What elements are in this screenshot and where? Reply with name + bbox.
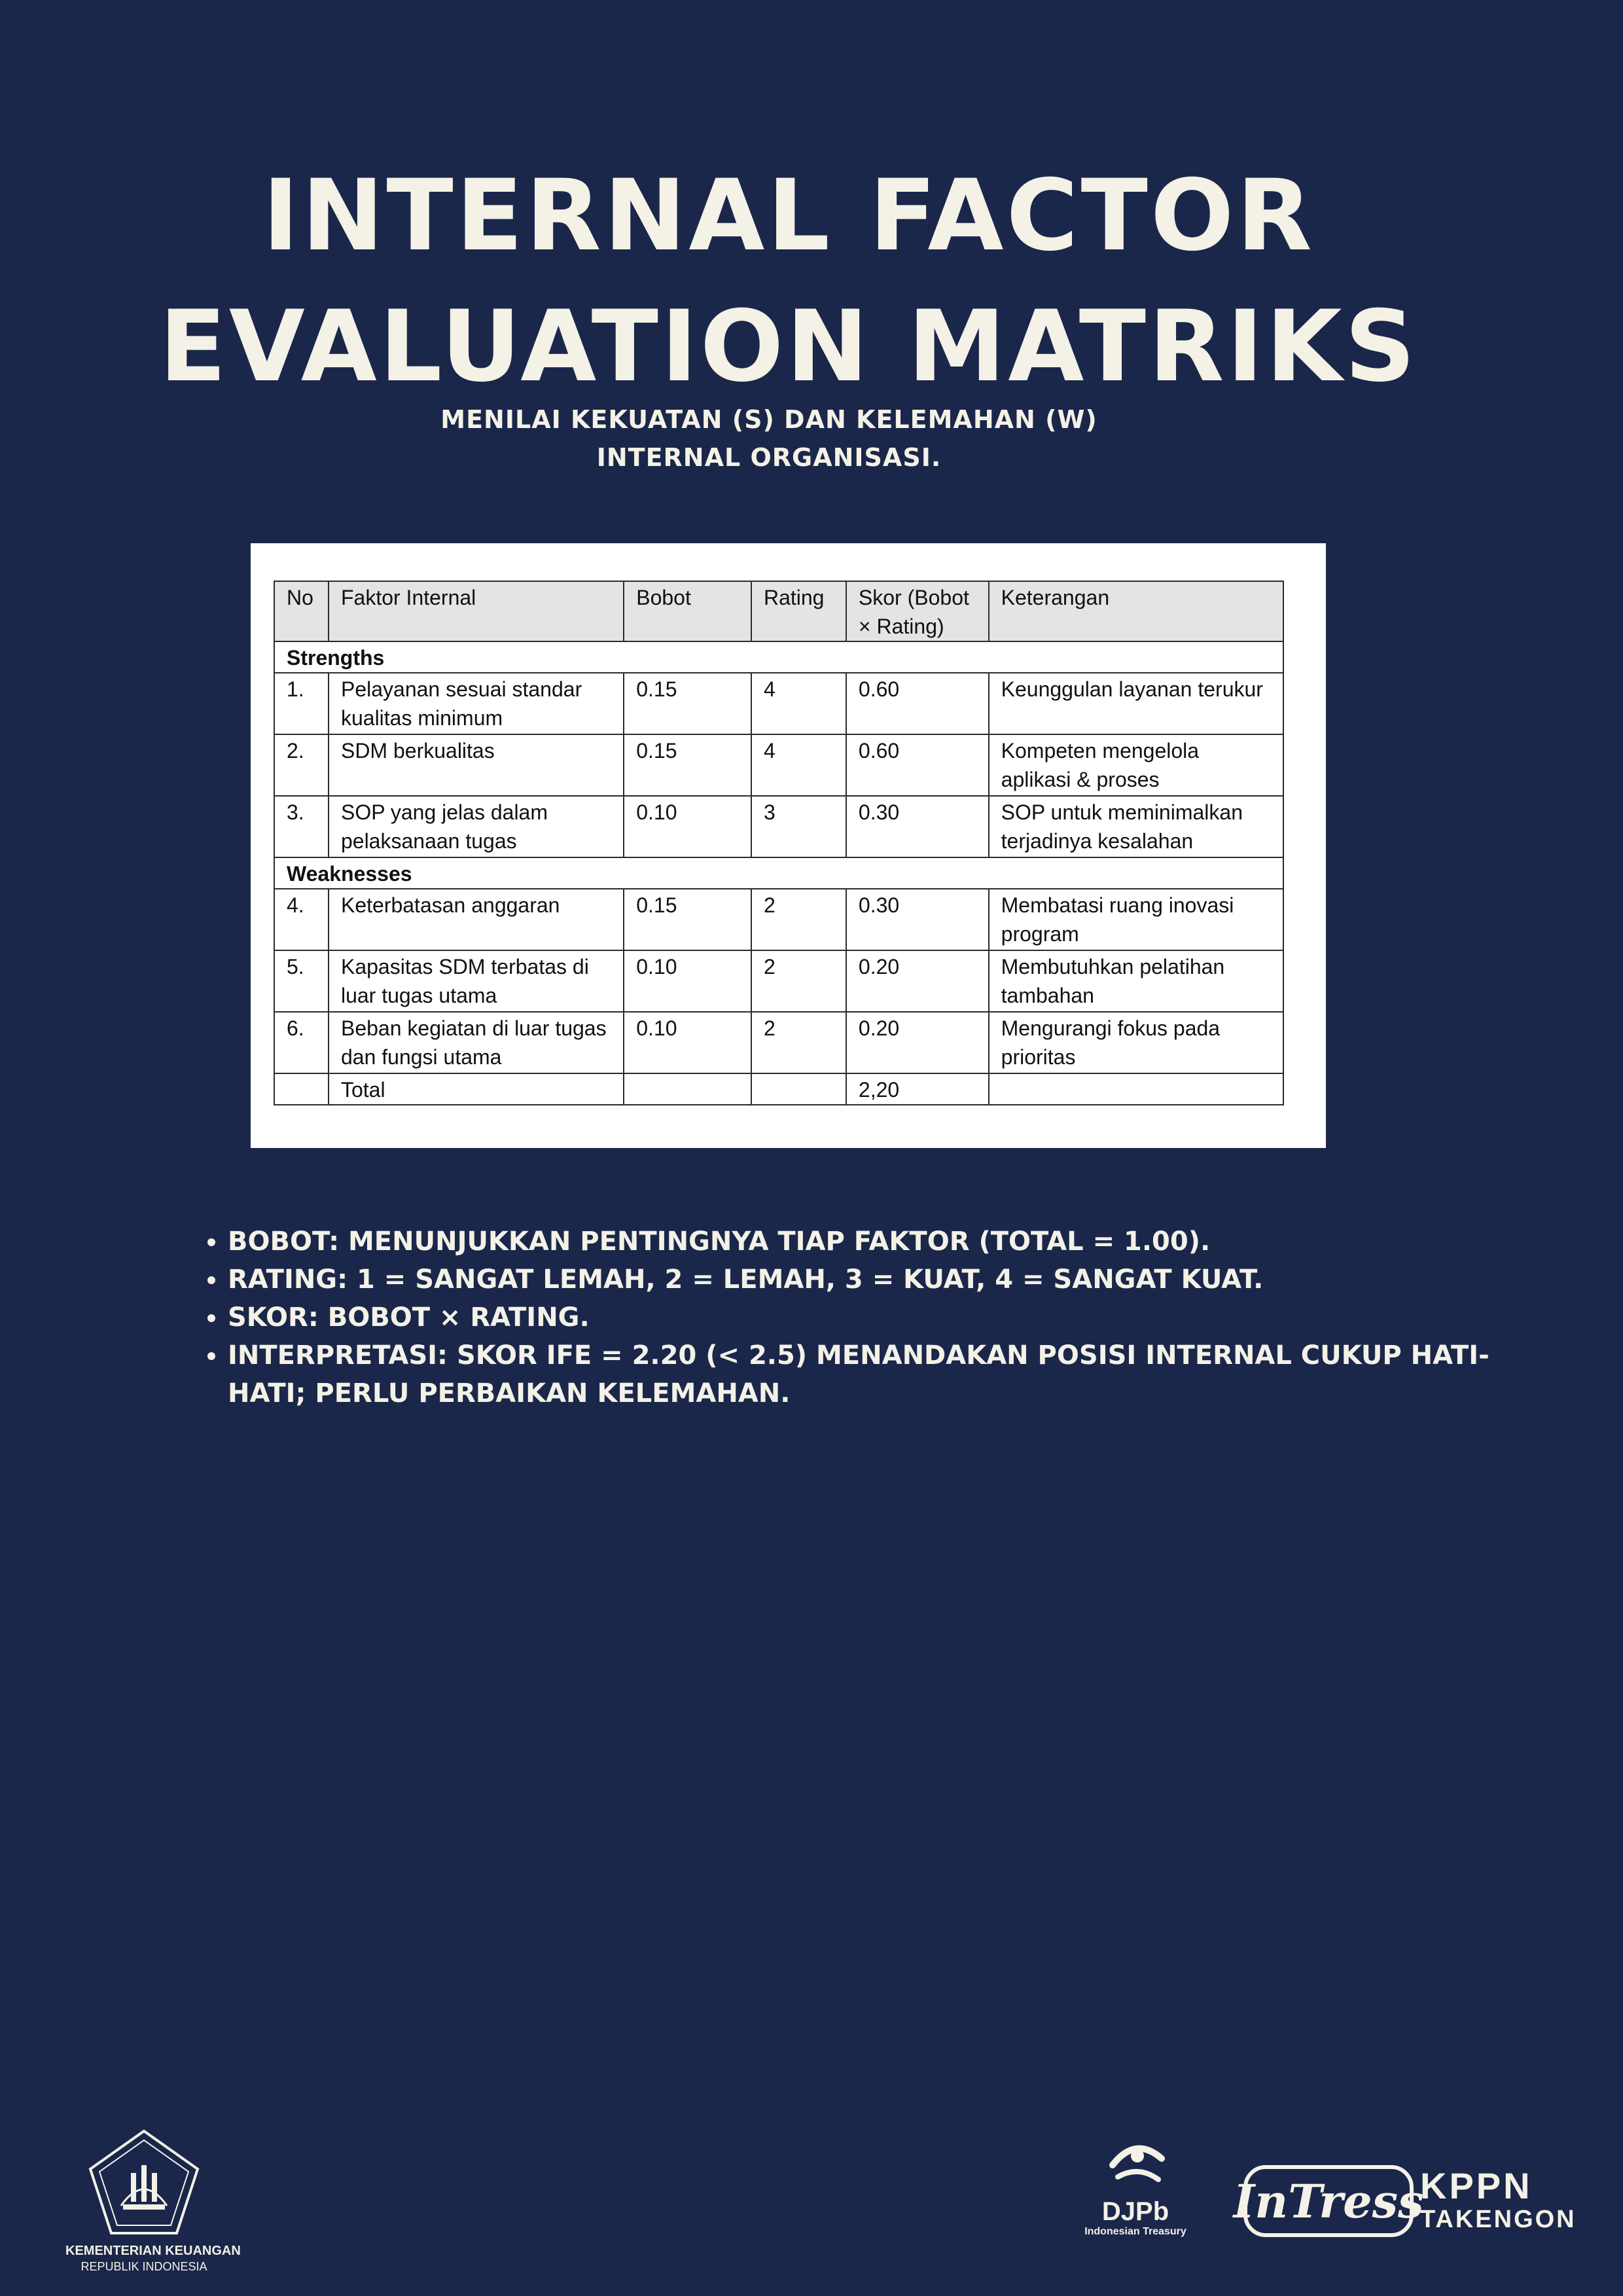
ministry-logo bbox=[65, 2127, 241, 2274]
title-line-1: INTERNAL FACTOR bbox=[262, 159, 1315, 273]
header-bobot: Bobot bbox=[624, 581, 751, 641]
notes-list bbox=[196, 1223, 1504, 1412]
subtitle-line-1: MENILAI KEKUATAN (S) DAN KELEMAHAN (W) bbox=[440, 405, 1097, 434]
cell-factor: Pelayanan sesuai standar kualitas minimum bbox=[329, 673, 624, 734]
djpb-logo-icon bbox=[1099, 2139, 1171, 2198]
djpb-tagline: Indonesian Treasury bbox=[1084, 2226, 1186, 2237]
cell-bobot bbox=[624, 1073, 751, 1105]
intress-logo-icon: InTress bbox=[1243, 2165, 1414, 2237]
section-strengths bbox=[274, 641, 1283, 673]
cell-skor: 0.60 bbox=[846, 734, 989, 796]
cell-keterangan bbox=[989, 1073, 1283, 1105]
note-item: • INTERPRETASI: SKOR IFE = 2.20 (< 2.5) MENANDAKAN POSISI INTERNAL CUKUP HATI-HATI; PERLU PERBAIKAN KELEMAHAN. bbox=[228, 1336, 1504, 1412]
cell-bobot: 0.15 bbox=[624, 734, 751, 796]
cell-skor: 0.20 bbox=[846, 950, 989, 1012]
ministry-name: KEMENTERIAN KEUANGAN bbox=[65, 2244, 241, 2258]
cell-keterangan: Mengurangi fokus pada prioritas bbox=[989, 1012, 1283, 1073]
note-item: • BOBOT: MENUNJUKKAN PENTINGNYA TIAP FAKTOR (TOTAL = 1.00). bbox=[228, 1223, 1504, 1261]
section-label: Strengths bbox=[274, 641, 1283, 673]
ife-table-card bbox=[251, 543, 1326, 1148]
cell-bobot: 0.10 bbox=[624, 1012, 751, 1073]
cell-rating bbox=[751, 1073, 846, 1105]
cell-rating: 3 bbox=[751, 796, 846, 857]
cell-rating: 4 bbox=[751, 673, 846, 734]
cell-bobot: 0.10 bbox=[624, 950, 751, 1012]
cell-keterangan: Kompeten mengelola aplikasi & proses bbox=[989, 734, 1283, 796]
table-row bbox=[274, 734, 1283, 796]
cell-no bbox=[274, 1073, 329, 1105]
cell-bobot: 0.15 bbox=[624, 889, 751, 950]
cell-keterangan: Membutuhkan pelatihan tambahan bbox=[989, 950, 1283, 1012]
page-subtitle bbox=[0, 401, 1538, 476]
cell-rating: 2 bbox=[751, 889, 846, 950]
cell-factor: SDM berkualitas bbox=[329, 734, 624, 796]
cell-rating: 2 bbox=[751, 950, 846, 1012]
kppn-label bbox=[1420, 2165, 1577, 2234]
table-header-row bbox=[274, 581, 1283, 641]
table-row bbox=[274, 889, 1283, 950]
cell-skor: 0.20 bbox=[846, 1012, 989, 1073]
djpb-logo bbox=[1080, 2139, 1191, 2238]
total-label: Total bbox=[329, 1073, 624, 1105]
table-row bbox=[274, 796, 1283, 857]
table-row bbox=[274, 1012, 1283, 1073]
cell-keterangan: SOP untuk meminimalkan terjadinya kesalahan bbox=[989, 796, 1283, 857]
cell-keterangan: Keunggulan layanan terukur bbox=[989, 673, 1283, 734]
table-row bbox=[274, 673, 1283, 734]
cell-no: 2. bbox=[274, 734, 329, 796]
cell-factor: Keterbatasan anggaran bbox=[329, 889, 624, 950]
table-row bbox=[274, 950, 1283, 1012]
cell-skor: 0.30 bbox=[846, 796, 989, 857]
note-item: • SKOR: BOBOT × RATING. bbox=[228, 1299, 1504, 1336]
cell-factor: Beban kegiatan di luar tugas dan fungsi utama bbox=[329, 1012, 624, 1073]
ministry-emblem-icon bbox=[85, 2127, 203, 2238]
kppn-line-2: TAKENGON bbox=[1420, 2206, 1577, 2233]
section-weaknesses bbox=[274, 857, 1283, 889]
title-line-2: EVALUATION MATRIKS bbox=[159, 290, 1418, 404]
cell-no: 5. bbox=[274, 950, 329, 1012]
header-skor: Skor (Bobot × Rating) bbox=[846, 581, 989, 641]
cell-factor: SOP yang jelas dalam pelaksanaan tugas bbox=[329, 796, 624, 857]
cell-bobot: 0.10 bbox=[624, 796, 751, 857]
cell-no: 6. bbox=[274, 1012, 329, 1073]
header-keterangan: Keterangan bbox=[989, 581, 1283, 641]
header-no: No bbox=[274, 581, 329, 641]
ministry-country: REPUBLIK INDONESIA bbox=[80, 2260, 207, 2273]
cell-skor: 0.30 bbox=[846, 889, 989, 950]
ife-table bbox=[274, 581, 1284, 1105]
cell-keterangan: Membatasi ruang inovasi program bbox=[989, 889, 1283, 950]
total-skor: 2,20 bbox=[846, 1073, 989, 1105]
header-factor: Faktor Internal bbox=[329, 581, 624, 641]
section-label: Weaknesses bbox=[274, 857, 1283, 889]
page-title bbox=[0, 151, 1577, 412]
total-row bbox=[274, 1073, 1283, 1105]
cell-skor: 0.60 bbox=[846, 673, 989, 734]
djpb-name: DJPb bbox=[1101, 2197, 1169, 2226]
cell-rating: 2 bbox=[751, 1012, 846, 1073]
kppn-line-1: KPPN bbox=[1420, 2165, 1533, 2206]
cell-no: 3. bbox=[274, 796, 329, 857]
subtitle-line-2: INTERNAL ORGANISASI. bbox=[596, 443, 942, 472]
cell-factor: Kapasitas SDM terbatas di luar tugas utama bbox=[329, 950, 624, 1012]
note-item: • RATING: 1 = SANGAT LEMAH, 2 = LEMAH, 3 = KUAT, 4 = SANGAT KUAT. bbox=[228, 1261, 1504, 1299]
cell-rating: 4 bbox=[751, 734, 846, 796]
header-rating: Rating bbox=[751, 581, 846, 641]
cell-no: 4. bbox=[274, 889, 329, 950]
cell-bobot: 0.15 bbox=[624, 673, 751, 734]
cell-no: 1. bbox=[274, 673, 329, 734]
